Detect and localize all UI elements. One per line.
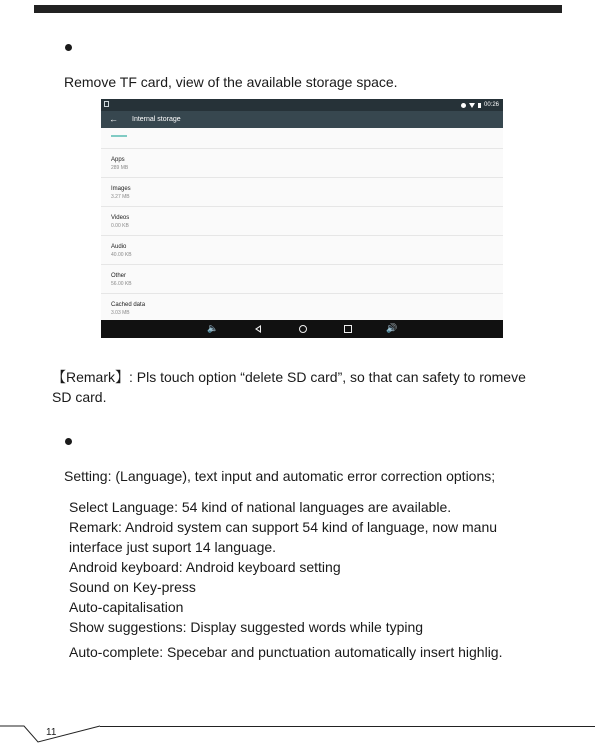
storage-row-label: Images [111,186,131,192]
footer-rule [100,726,595,727]
storage-row-label: Videos [111,215,130,221]
storage-row-label: Apps [111,157,125,163]
section-1-intro: Remove TF card, view of the available storage space. [64,74,398,90]
storage-row-value: 0.00 KB [111,223,129,229]
back-icon[interactable] [255,325,261,333]
section-2-line: Sound on Key-press [69,579,196,595]
section-2-line: Show suggestions: Display suggested words while typing [69,619,424,635]
storage-row-label: Cached data [111,302,146,308]
notification-icon [104,101,109,107]
storage-row-value: 3.03 MB [111,310,130,316]
section-2-line: interface just suport 14 language. [69,539,277,555]
volume-down-icon[interactable]: 🔈 [207,323,219,333]
storage-row-videos[interactable] [101,206,503,235]
storage-row-value: 289 MB [111,165,129,171]
wifi-icon [469,103,475,108]
storage-row-value: 40.00 KB [111,252,132,258]
app-bar-title: Internal storage [132,116,181,123]
bullet-2 [65,438,72,445]
section-2-line: Select Language: 54 kind of national languages are available. [69,499,452,515]
storage-row-label: Other [111,273,127,279]
header-bar [34,5,562,13]
page-number: 11 [46,727,57,738]
remark-line-1: 【Remark】: Pls touch option “delete SD card”, so that can safety to romeve [52,369,526,385]
android-screenshot [101,99,503,338]
storage-row-other[interactable] [101,264,503,293]
storage-row-images[interactable] [101,177,503,206]
storage-row-apps[interactable] [101,148,503,177]
remark-line-2: SD card. [52,389,107,405]
storage-row-label: Audio [111,244,127,250]
section-2-line: Auto-capitalisation [69,599,184,615]
storage-row-cached-data[interactable] [101,293,503,322]
volume-up-icon[interactable]: 🔊 [386,323,398,333]
storage-row-value: 3.27 MB [111,194,130,200]
storage-row-audio[interactable] [101,235,503,264]
bullet-1 [65,44,72,51]
dnd-icon [461,103,466,108]
usage-bar [111,135,127,137]
section-2-line: Android keyboard: Android keyboard setting [69,559,341,575]
section-2-line: Auto-complete: Specebar and punctuation automatically insert highlig. [69,644,503,660]
section-2-intro: Setting: (Language), text input and automatic error correction options; [64,468,496,484]
status-time: 00:26 [483,102,499,108]
storage-row-value: 56.00 KB [111,281,132,287]
status-bar [101,99,503,111]
section-2-line: Remark: Android system can support 54 kind of language, now manu [69,519,498,535]
app-bar [101,111,503,128]
back-arrow-icon[interactable]: ← [109,114,118,124]
home-icon[interactable] [299,325,307,333]
recents-icon[interactable] [344,325,352,333]
battery-icon [478,103,481,108]
navigation-bar [101,320,503,338]
